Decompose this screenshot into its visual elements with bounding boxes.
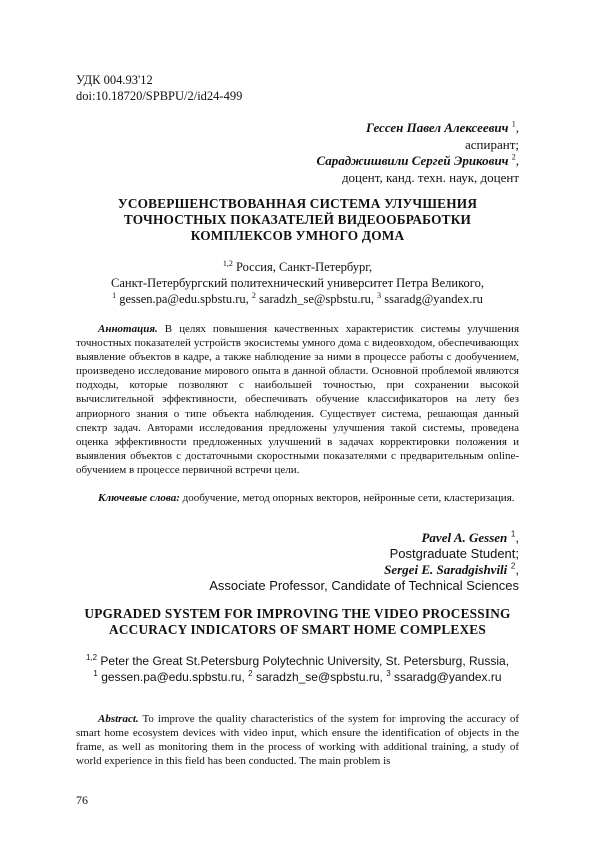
abstract-label: Abstract. bbox=[98, 713, 139, 725]
email-2: saradzh_se@spbstu.ru, bbox=[255, 292, 378, 306]
abstract-ru bbox=[76, 322, 519, 477]
affiliation-sup: 1,2 bbox=[85, 653, 98, 662]
affiliation-en bbox=[60, 653, 535, 685]
author-sup: 2 bbox=[510, 561, 516, 571]
author-2-ru bbox=[316, 152, 519, 169]
author-1-role-ru: аспирант; bbox=[465, 137, 519, 152]
email-1: gessen.pa@edu.spbstu.ru, bbox=[116, 292, 252, 306]
page-number: 76 bbox=[76, 793, 88, 807]
email-2: saradzh_se@spbstu.ru, bbox=[252, 670, 387, 684]
email-3: ssaradg@yandex.ru bbox=[381, 292, 483, 306]
paper-title-en bbox=[60, 606, 535, 638]
affiliation-line-2: Санкт-Петербургский политехнический университет Петра Великого, bbox=[111, 276, 484, 290]
title-line: UPGRADED SYSTEM FOR IMPROVING THE VIDEO PROCESSING bbox=[84, 606, 511, 621]
affiliation-sup: 1,2 bbox=[222, 258, 233, 268]
title-line: ACCURACY INDICATORS OF SMART HOME COMPLEXES bbox=[109, 622, 486, 637]
doi: doi:10.18720/SPBPU/2/id24-499 bbox=[76, 89, 243, 103]
abstract-text: To improve the quality characteristics of the system for improving the accuracy of smart home ecosystem devices with video input, which ensure the identification of objects in the frame, as well as monitoring them in the process of working with additional training, a study of world experience in this field has been conducted. The main problem is bbox=[76, 713, 519, 768]
email-sup: 2 bbox=[248, 669, 253, 678]
author-suffix: , bbox=[515, 562, 519, 577]
author-suffix: , bbox=[515, 120, 519, 135]
email-1: gessen.pa@edu.spbstu.ru, bbox=[97, 670, 249, 684]
author-suffix: , bbox=[515, 530, 519, 545]
emails-en bbox=[60, 669, 535, 685]
author-sup: 1 bbox=[510, 529, 516, 539]
email-sup: 1 bbox=[112, 290, 117, 300]
keywords-label: Ключевые слова: bbox=[98, 492, 180, 504]
affiliation-text: Россия, Санкт-Петербург, bbox=[232, 260, 373, 274]
keywords-text: дообучение, метод опорных векторов, нейронные сети, кластеризация. bbox=[179, 492, 515, 504]
author-name: Сараджишвили Сергей Эрикович bbox=[316, 153, 509, 168]
author-2-role-ru: доцент, канд. техн. наук, доцент bbox=[341, 170, 519, 185]
author-2-en bbox=[384, 561, 519, 578]
author-1-en bbox=[421, 529, 519, 546]
email-sup: 3 bbox=[377, 290, 382, 300]
author-sup: 1 bbox=[511, 119, 516, 129]
affiliation-line-1 bbox=[60, 259, 535, 275]
author-name: Pavel A. Gessen bbox=[421, 530, 508, 545]
title-line: КОМПЛЕКСОВ УМНОГО ДОМА bbox=[190, 228, 405, 243]
abstract-en bbox=[76, 712, 519, 768]
emails-ru bbox=[60, 291, 535, 307]
email-sup: 2 bbox=[251, 290, 256, 300]
author-suffix: , bbox=[515, 153, 519, 168]
paper-title-ru bbox=[60, 196, 535, 244]
title-line: ТОЧНОСТНЫХ ПОКАЗАТЕЛЕЙ ВИДЕООБРАБОТКИ bbox=[123, 212, 472, 227]
email-3: ssaradg@yandex.ru bbox=[390, 670, 502, 684]
author-name: Гессен Павел Алексеевич bbox=[365, 120, 509, 135]
keywords-ru bbox=[76, 491, 519, 505]
title-line: УСОВЕРШЕНСТВОВАННАЯ СИСТЕМА УЛУЧШЕНИЯ bbox=[117, 196, 478, 211]
author-1-role-en: Postgraduate Student; bbox=[389, 546, 519, 561]
author-name: Sergei E. Saradgishvili bbox=[384, 562, 508, 577]
email-sup: 3 bbox=[386, 669, 391, 678]
udk-code: УДК 004.93'12 bbox=[76, 73, 153, 87]
abstract-label: Аннотация. bbox=[98, 323, 158, 335]
affiliation-line-1 bbox=[60, 653, 535, 669]
affiliation-ru bbox=[60, 259, 535, 307]
author-sup: 2 bbox=[511, 152, 516, 162]
affiliation-text: Peter the Great St.Petersburg Polytechnic University, St. Petersburg, Russia, bbox=[97, 654, 510, 668]
author-2-role-en: Associate Professor, Candidate of Technical Sciences bbox=[209, 578, 519, 593]
abstract-text: В целях повышения качественных характеристик системы улучшения точностных показателей устройств экосистемы умного дома с видеовходом, обеспечивающих выявление объектов в кадре, а также наблюдение за ними в процессе работы с дообучением, произведено исследование мирового опыта в данной области. Основной проблемой являются подходы, которые позволяют с наибольшей точностью, при сохранении высокой вычислительной эффективности, обеспечивать обучение классификаторов на лету без априорного знания о типе объекта наблюдения. Существует система, решающая данный спектр задач. Авторами исследования предложены улучшения такой системы, проведена оценка эффективности предложенных улучшений в задачах корректировки положения и выявления объектов с достаточными скоростными показателями с предварительным online-обучением в процессе первичной встречи цели. bbox=[76, 323, 519, 476]
email-sup: 1 bbox=[93, 669, 98, 678]
author-1-ru bbox=[366, 119, 519, 136]
